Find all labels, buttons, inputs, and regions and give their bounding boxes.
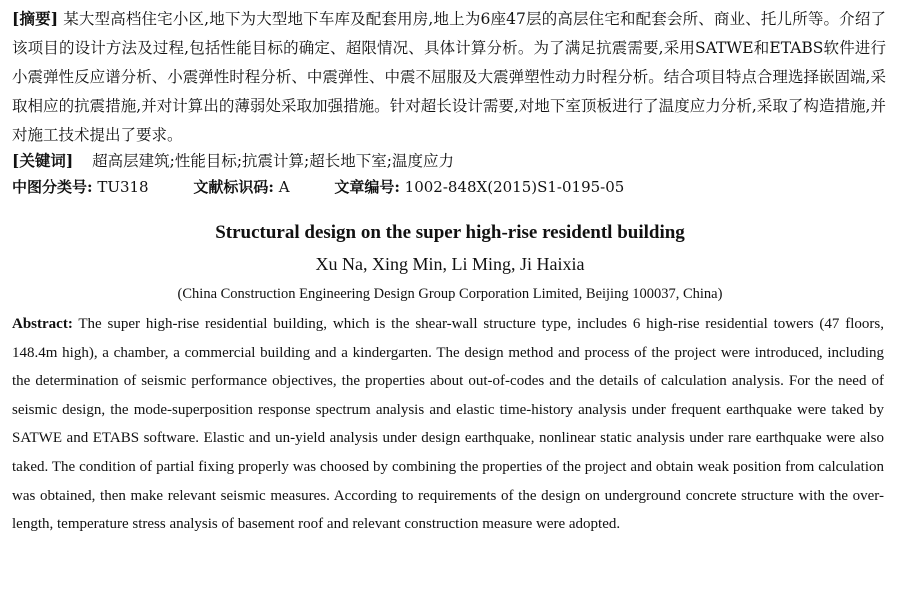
english-abstract-label: Abstract: bbox=[12, 316, 73, 332]
english-authors: Xu Na, Xing Min, Li Ming, Ji Haixia bbox=[315, 254, 585, 274]
english-abstract-text: The super high-rise residential building, which is the shear-wall structure type, includes 6 high-rise residential towers (47 floors, 148.4m high), a chamber, a commercial building and a kindergarten. The design method and process of the project were introduced, including the determination of seismic performance objectives, the properties about out-of-codes and the details of calculation analysis. For the need of seismic design, the mode-superposition response spectrum analysis and elastic time-history analysis under frequent earthquake were taked by SATWE and ETABS software. Elastic and un-yield analysis under design earthquake, nonlinear static analysis under rare earthquake were also taked. The condition of partial fixing properly was choosed by combining the properties of the project and obtain weak position from calculation was obtained, then make relevant seismic measures. According to requirements of the design on underground concrete structure with the over-length, temperature stress analysis of basement roof and relevant construction measure were adopted. bbox=[12, 316, 884, 533]
doc-code-value: A bbox=[278, 178, 290, 196]
classification-line bbox=[12, 175, 624, 199]
chinese-keywords-text: 超高层建筑;性能目标;抗震计算;超长地下室;温度应力 bbox=[92, 152, 454, 170]
clc-label: 中图分类号: bbox=[12, 178, 93, 196]
chinese-keywords bbox=[12, 146, 886, 176]
article-number-value: 1002-848X(2015)S1-0195-05 bbox=[404, 178, 625, 196]
chinese-abstract-text: 某大型高档住宅小区,地下为大型地下车库及配套用房,地上为6座47层的高层住宅和配套会所、商业、托儿所等。介绍了该项目的设计方法及过程,包括性能目标的确定、超限情况、具体计算分析。为了满足抗震需要,采用SATWE和ETABS软件进行小震弹性反应谱分析、小震弹性时程分析、中震弹性、中震不屈服及大震弹塑性动力时程分析。结合项目特点合理选择嵌固端,采取相应的抗震措施,并对计算出的薄弱处采取加强措施。针对超长设计需要,对地下室顶板进行了温度应力分析,采取了构造措施,并对施工技术提出了要求。 bbox=[12, 10, 886, 144]
clc-value: TU318 bbox=[97, 178, 149, 196]
english-abstract bbox=[12, 310, 884, 539]
english-title: Structural design on the super high-rise residentl building bbox=[215, 222, 685, 243]
chinese-abstract-label: [摘要] bbox=[12, 9, 59, 28]
doc-code-label: 文献标识码: bbox=[193, 178, 274, 196]
article-number-label: 文章编号: bbox=[334, 178, 400, 196]
chinese-keywords-label: [关键词] bbox=[12, 151, 74, 170]
english-affiliation: (China Construction Engineering Design Group Corporation Limited, Beijing 100037, China) bbox=[177, 286, 723, 302]
chinese-abstract bbox=[12, 4, 886, 150]
